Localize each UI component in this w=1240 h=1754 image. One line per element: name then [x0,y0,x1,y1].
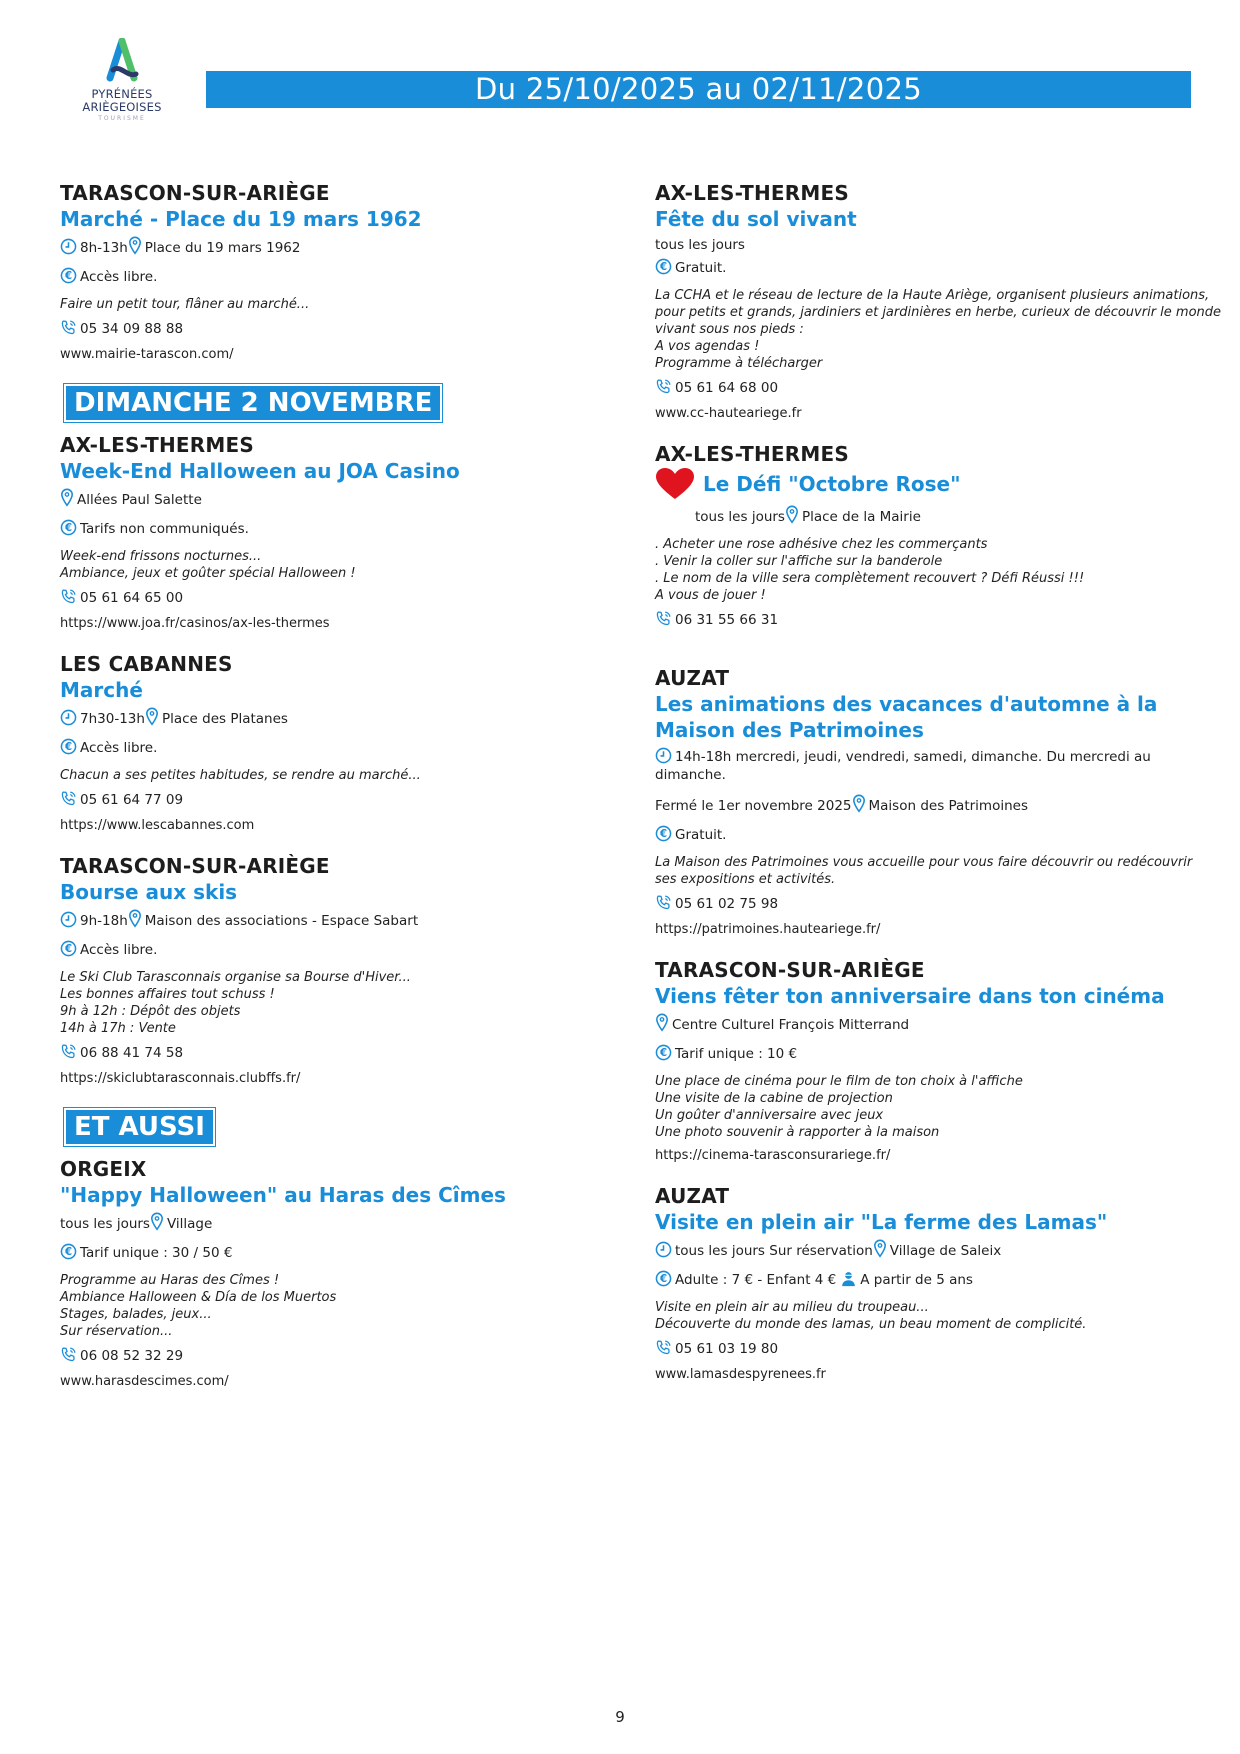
event-town: LES CABANNES [60,652,233,676]
logo-a-mark-icon [100,38,144,88]
event-description: Visite en plein air au milieu du troupeau... Découverte du monde des lamas, un beau moment de complicité. [655,1300,1087,1332]
phone-icon [655,1339,672,1356]
euro-icon [655,258,672,275]
location-pin-icon [655,1013,669,1032]
event-place: Centre Culturel François Mitterrand [655,1013,1190,1034]
euro-icon [655,825,672,842]
event-town: ORGEIX [60,1157,147,1181]
event-url[interactable]: www.lamasdespyrenees.fr [655,1367,826,1382]
event-description: La Maison des Patrimoines vous accueille pour vous faire découvrir ou redécouvrir ses expositions et activités. [655,855,1193,887]
date-range-banner: Du 25/10/2025 au 02/11/2025 [206,71,1191,108]
event-card [60,651,620,835]
event-url[interactable]: www.harasdescimes.com/ [60,1374,229,1389]
event-time: 14h-18h mercredi, jeudi, vendredi, samedi, dimanche. Du mercredi au dimanche. [655,749,1151,783]
event-title[interactable]: Marché [60,678,143,702]
left-column [60,180,620,1409]
phone-icon [60,1346,77,1363]
event-place: Allées Paul Salette [60,488,620,509]
event-price: Accès libre. [60,940,620,959]
event-when-place: tous les jours Place de la Mairie [695,505,1190,526]
event-title[interactable]: Les animations des vacances d'automne à la Maison des Patrimoines [655,692,1158,742]
event-description: Chacun a ses petites habitudes, se rendre au marché... [60,768,421,783]
event-card [655,1183,1190,1384]
event-card [655,180,1222,423]
event-time-place: 7h30-13h Place des Platanes [60,707,620,728]
euro-icon [60,1243,77,1260]
clock-icon [60,238,77,255]
event-description: Programme au Haras des Cîmes ! Ambiance Halloween & Día de los Muertos Stages, balades, jeux... Sur réservation... [60,1273,337,1339]
euro-icon [60,738,77,755]
event-price: Tarifs non communiqués. [60,519,620,538]
event-title[interactable]: Visite en plein air "La ferme des Lamas" [655,1210,1108,1234]
location-pin-icon [60,488,74,507]
also-heading: ET AUSSI [64,1108,215,1146]
event-phone[interactable]: 06 08 52 32 29 [60,1346,620,1365]
location-pin-icon [128,909,142,928]
event-card [60,1156,620,1391]
event-title[interactable]: Viens fêter ton anniversaire dans ton cinéma [655,984,1165,1008]
logo-text-line1: PYRÉNÉES [91,87,153,101]
location-pin-icon [852,794,866,813]
event-time-place: 8h-13h Place du 19 mars 1962 [60,236,620,257]
page-number: 9 [615,1708,625,1726]
clock-icon [60,709,77,726]
euro-icon [655,1044,672,1061]
event-description: Le Ski Club Tarasconnais organise sa Bourse d'Hiver... Les bonnes affaires tout schuss ! 9h à 12h : Dépôt des objets 14h à 17h : Vente [60,970,411,1036]
logo-text-line2: ARIÈGEOISES [82,100,162,114]
phone-icon [655,610,672,627]
euro-icon [655,1270,672,1287]
clock-icon [655,1241,672,1258]
event-when-place: tous les jours Village [60,1212,620,1233]
day-heading: DIMANCHE 2 NOVEMBRE [64,384,442,422]
event-price: Gratuit. [655,258,1190,277]
event-town: AX-LES-THERMES [655,442,849,466]
event-when: tous les jours [655,237,745,253]
event-town: AX-LES-THERMES [60,433,254,457]
event-title[interactable]: Marché - Place du 19 mars 1962 [60,207,422,231]
event-town: TARASCON-SUR-ARIÈGE [655,958,925,982]
phone-icon [60,790,77,807]
phone-icon [655,894,672,911]
phone-icon [60,1043,77,1060]
event-town: TARASCON-SUR-ARIÈGE [60,854,330,878]
event-description: Week-end frissons nocturnes... Ambiance, jeux et goûter spécial Halloween ! [60,549,356,581]
tourism-logo [72,38,172,123]
location-pin-icon [150,1212,164,1231]
event-phone[interactable]: 05 61 64 65 00 [60,588,620,607]
euro-icon [60,940,77,957]
event-card [655,441,1190,629]
event-url[interactable]: https://patrimoines.hauteariege.fr/ [655,922,881,937]
event-description: . Acheter une rose adhésive chez les commerçants . Venir la coller sur l'affiche sur la banderole . Le nom de la ville sera complètement recouvert ? Défi Réussi !!! A vous de jouer ! [655,537,1085,603]
event-town: TARASCON-SUR-ARIÈGE [60,181,330,205]
event-price-age: Adulte : 7 € - Enfant 4 € A partir de 5 ans [655,1270,1190,1289]
event-url[interactable]: https://skiclubtarasconnais.clubffs.fr/ [60,1071,301,1086]
event-title[interactable]: Le Défi "Octobre Rose" [703,472,961,496]
right-column [655,180,1222,1402]
phone-icon [655,378,672,395]
euro-icon [60,267,77,284]
event-price: Tarif unique : 10 € [655,1044,1190,1063]
event-phone[interactable]: 05 34 09 88 88 [60,319,620,338]
event-url[interactable]: https://cinema-tarasconsurariege.fr/ [655,1148,891,1163]
location-pin-icon [128,236,142,255]
location-pin-icon [873,1239,887,1258]
event-phone[interactable]: 05 61 64 68 00 [655,378,1190,397]
event-price: Accès libre. [60,267,620,286]
event-title[interactable]: Week-End Halloween au JOA Casino [60,459,460,483]
event-description: Faire un petit tour, flâner au marché... [60,297,310,312]
event-card [60,180,620,364]
event-town: AX-LES-THERMES [655,181,849,205]
event-phone[interactable]: 05 61 03 19 80 [655,1339,1190,1358]
event-description: La CCHA et le réseau de lecture de la Haute Ariège, organisent plusieurs animations, pour petits et grands, jardiniers et jardinières en herbe, curieux de découvrir le monde vivant sous nos pieds : A vos agendas ! Programme à télécharger [655,288,1222,371]
event-title[interactable]: Bourse aux skis [60,880,238,904]
heart-icon [655,467,695,501]
event-price: Accès libre. [60,738,620,757]
event-url[interactable]: https://www.lescabannes.com [60,818,255,833]
event-closed-place: Fermé le 1er novembre 2025 Maison des Patrimoines [655,794,1190,815]
event-price: Gratuit. [655,825,1190,844]
event-card [655,957,1190,1165]
location-pin-icon [785,505,799,524]
event-card [60,853,620,1088]
event-card [60,432,620,633]
location-pin-icon [145,707,159,726]
event-title[interactable]: Fête du sol vivant [655,207,857,231]
event-town: AUZAT [655,666,730,690]
euro-icon [60,519,77,536]
clock-icon [60,911,77,928]
event-phone[interactable]: 05 61 64 77 09 [60,790,620,809]
event-phone[interactable]: 06 88 41 74 58 [60,1043,620,1062]
logo-text-line3: TOURISME [98,115,146,122]
event-price: Tarif unique : 30 / 50 € [60,1243,620,1262]
event-town: AUZAT [655,1184,730,1208]
phone-icon [60,319,77,336]
event-title[interactable]: "Happy Halloween" au Haras des Cîmes [60,1183,506,1207]
event-url[interactable]: https://www.joa.fr/casinos/ax-les-thermes [60,616,330,631]
event-time-place: tous les jours Sur réservation Village de Saleix [655,1239,1190,1260]
clock-icon [655,747,672,764]
event-description: Une place de cinéma pour le film de ton choix à l'affiche Une visite de la cabine de projection Un goûter d'anniversaire avec jeux Une photo souvenir à rapporter à la maison [655,1074,1023,1140]
event-card [655,665,1193,939]
event-time-place: 9h-18h Maison des associations - Espace Sabart [60,909,620,930]
person-icon [840,1270,857,1287]
phone-icon [60,588,77,605]
event-phone[interactable]: 05 61 02 75 98 [655,894,1190,913]
event-url[interactable]: www.cc-hauteariege.fr [655,406,802,421]
event-url[interactable]: www.mairie-tarascon.com/ [60,347,234,362]
event-phone[interactable]: 06 31 55 66 31 [655,610,1190,629]
